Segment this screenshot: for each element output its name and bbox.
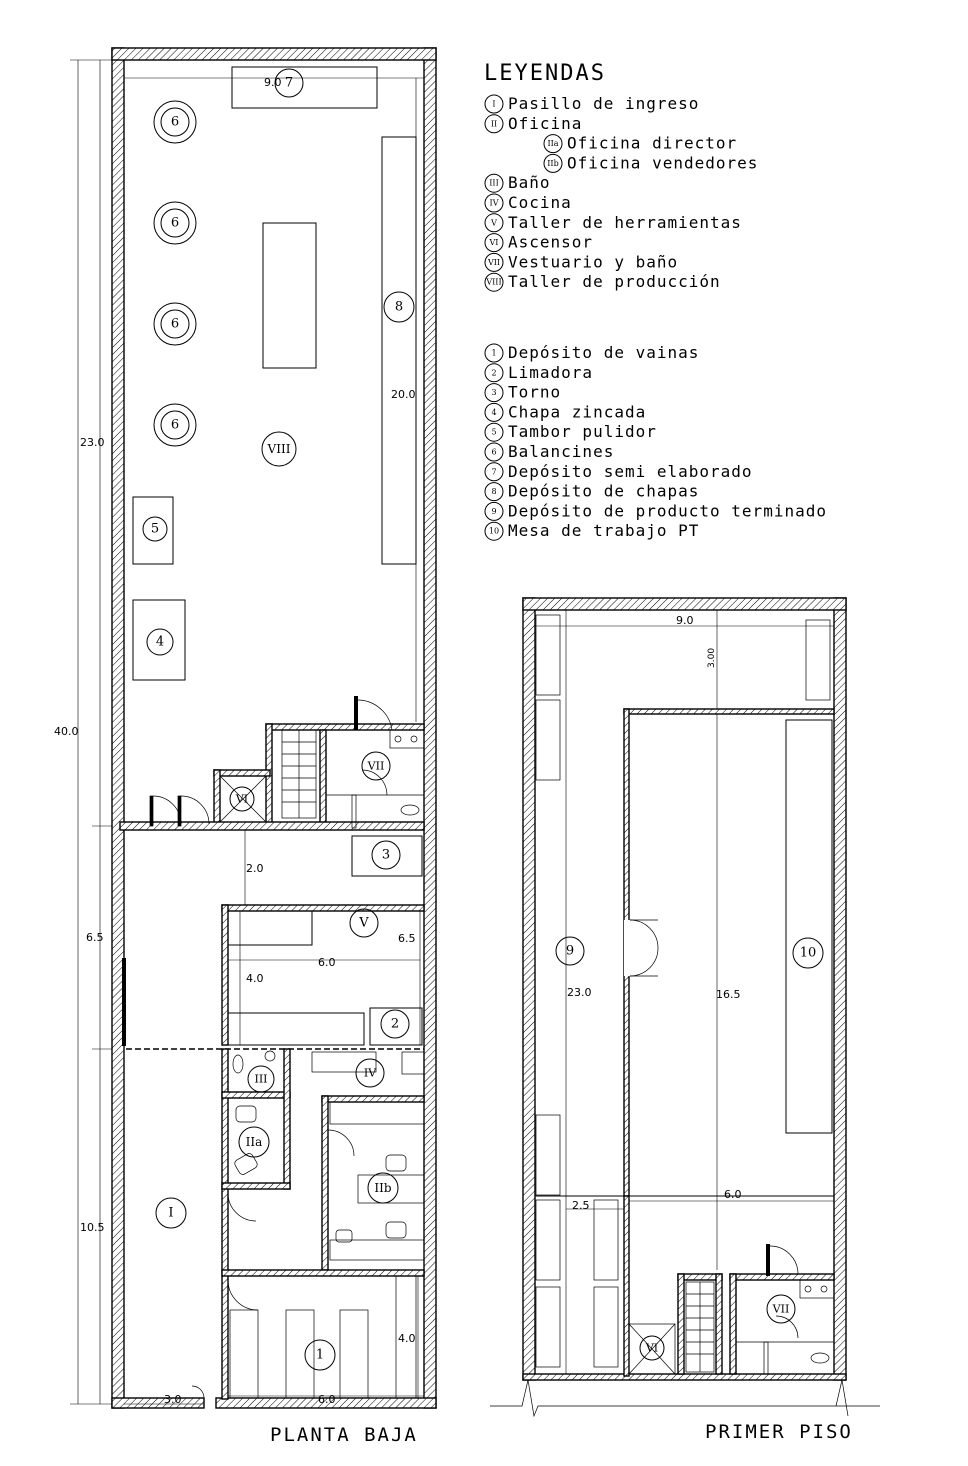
legend-item-8-label: Depósito de producto terminado — [508, 501, 827, 521]
tag-9: 9 — [565, 943, 575, 959]
dim-v-depth: 4.0 — [246, 972, 264, 985]
v-bench-bottom — [228, 1013, 364, 1045]
dim-bottom-room: 6.0 — [318, 1393, 336, 1406]
legend-item-3-symbol-text: 4 — [491, 407, 497, 417]
legend — [484, 61, 827, 540]
office-wall-left — [222, 1049, 228, 1399]
ff-dim-top: 3.00 — [707, 647, 717, 668]
ff-dim-gap: 2.5 — [572, 1199, 590, 1212]
vestuario-door-leaf — [354, 696, 358, 730]
office-wall-iia-right — [284, 1049, 290, 1189]
ff-vest-wall-left — [730, 1274, 736, 1374]
ff-dim-inner-len: 16.5 — [716, 988, 741, 1001]
gf-title: PLANTA BAJA — [270, 1424, 418, 1446]
dim-v-right: 6.5 — [398, 932, 416, 945]
legend-item-1-label: Limadora — [508, 362, 594, 382]
v-wall-left — [222, 905, 228, 1045]
dim-room1-depth: 4.0 — [398, 1332, 416, 1345]
legend-item-4-symbol-text: 5 — [491, 427, 497, 437]
ff-stairs — [686, 1282, 714, 1372]
first-floor-plan — [490, 598, 880, 1443]
legend-item-8-symbol-text: 9 — [491, 506, 497, 516]
legend-room-4-symbol-text: III — [489, 178, 499, 188]
dim-bottom-door: 3.0 — [164, 1393, 182, 1406]
legend-item-6-label: Depósito semi elaborado — [508, 461, 753, 481]
legend-room-2-symbol-text: IIa — [547, 139, 559, 149]
tag-5: 5 — [150, 521, 160, 537]
core-wall-top — [266, 724, 424, 730]
legend-item-3-label: Chapa zincada — [508, 402, 647, 422]
ff-wall-right — [834, 598, 846, 1380]
legend-room-7-label: Ascensor — [508, 232, 594, 252]
legend-title: LEYENDAS — [484, 61, 606, 86]
ff-break-lines — [490, 1380, 880, 1416]
ff-title: PRIMER PISO — [705, 1421, 853, 1443]
tag-10: 10 — [799, 945, 817, 961]
office-wall-iib-top — [322, 1096, 424, 1102]
tag-i: I — [168, 1205, 174, 1221]
legend-item-9-label: Mesa de trabajo PT — [508, 521, 700, 541]
legend-room-7-symbol-text: VI — [489, 238, 499, 248]
tag-iia: IIa — [245, 1135, 263, 1149]
ff-double-door — [624, 920, 658, 976]
gf-wall-right — [424, 48, 436, 1408]
legend-room-3-label: Oficina vendedores — [567, 153, 759, 173]
legend-room-3-symbol-text: IIb — [547, 158, 559, 168]
legend-room-6-label: Taller de herramientas — [508, 212, 742, 232]
v-wall-top — [222, 905, 424, 911]
legend-items-list — [485, 343, 827, 540]
legend-rooms-list — [485, 94, 758, 291]
legend-item-0-symbol-text: 1 — [491, 348, 497, 358]
legend-item-4-label: Tambor pulidor — [508, 422, 657, 442]
tag-2: 2 — [390, 1016, 400, 1032]
legend-room-9-label: Taller de producción — [508, 272, 721, 292]
legend-item-5-symbol-text: 6 — [491, 447, 497, 457]
ff-dim-left-len: 23.0 — [567, 986, 592, 999]
legend-item-7-label: Depósito de chapas — [508, 481, 700, 501]
balancines-group — [154, 101, 196, 446]
deposit-semi-box — [232, 67, 377, 108]
office-wall-bath-bottom — [222, 1092, 290, 1098]
ff-vest-door-leaf — [766, 1244, 770, 1276]
tag-6d: 6 — [170, 417, 180, 433]
legend-item-6-symbol-text: 7 — [491, 467, 497, 477]
tag-1: 1 — [315, 1347, 325, 1363]
dim-mid: 6.5 — [86, 931, 104, 944]
tag-6b: 6 — [170, 215, 180, 231]
legend-room-0-symbol-text: I — [492, 99, 496, 109]
dim-front: 10.5 — [80, 1221, 105, 1234]
office-wall-iib-left — [322, 1096, 328, 1270]
sliding-door — [122, 958, 126, 1046]
deposit-chapas-rack — [382, 137, 416, 564]
ff-core-wall-left — [624, 1196, 629, 1376]
dim-total: 40.0 — [54, 725, 79, 738]
ff-wall-top — [523, 598, 846, 610]
tag-6a: 6 — [170, 114, 180, 130]
legend-room-5-symbol-text: IV — [489, 198, 499, 208]
gf-wall-bottom-left — [112, 1398, 204, 1408]
legend-room-1-symbol-text: II — [490, 119, 498, 129]
office-wall-bottom — [222, 1270, 424, 1276]
tag-iii: III — [254, 1072, 268, 1086]
ff-tag-vi: VI — [645, 1341, 659, 1355]
gf-wall-top — [112, 48, 436, 60]
work-table — [263, 223, 316, 368]
ff-tag-vii: VII — [772, 1302, 790, 1316]
legend-item-0-label: Depósito de vainas — [508, 343, 700, 362]
legend-item-9-symbol-text: 10 — [488, 526, 500, 536]
legend-item-7-symbol-text: 8 — [491, 487, 497, 497]
ff-stair-wall-right — [716, 1274, 722, 1374]
mesa-trabajo-pt — [786, 720, 832, 1133]
ground-floor-plan — [54, 48, 436, 1446]
core-wall-mid — [320, 730, 326, 828]
dim-width-top: 9.0 — [264, 76, 282, 89]
legend-item-1-symbol-text: 2 — [491, 368, 497, 378]
tag-iib: IIb — [374, 1181, 392, 1195]
ff-wall-left — [523, 598, 535, 1380]
tag-8: 8 — [394, 299, 404, 315]
legend-item-5-label: Balancines — [508, 442, 615, 461]
tag-vii: VII — [367, 759, 385, 773]
ff-stair-wall-left — [678, 1274, 684, 1374]
gf-partition-1 — [120, 822, 424, 830]
tag-v: V — [359, 915, 369, 931]
v-bench-top — [228, 911, 312, 945]
legend-room-5-label: Cocina — [508, 193, 572, 212]
dim-v-height: 2.0 — [246, 862, 264, 875]
tag-iv: IV — [363, 1066, 377, 1080]
vainas-racks — [230, 1276, 416, 1398]
ff-dim-inner-width: 6.0 — [724, 1188, 742, 1201]
legend-room-1-label: Oficina — [508, 113, 583, 133]
tag-vi: VI — [235, 792, 249, 806]
ff-dim-width: 9.0 — [676, 614, 694, 627]
legend-room-4-label: Baño — [508, 173, 551, 193]
tag-viii: VIII — [267, 442, 291, 456]
gf-wall-left — [112, 48, 124, 1408]
office-wall-iia-bottom — [222, 1183, 290, 1189]
dim-v-width: 6.0 — [318, 956, 336, 969]
tag-3: 3 — [381, 847, 391, 863]
legend-room-6-symbol-text: V — [491, 218, 497, 228]
legend-room-8-symbol-text: VII — [487, 257, 501, 267]
legend-room-8-label: Vestuario y baño — [508, 252, 679, 272]
tag-7: 7 — [284, 75, 294, 91]
lift-wall-top — [214, 770, 270, 776]
legend-room-0-label: Pasillo de ingreso — [508, 94, 700, 113]
legend-room-2-label: Oficina director — [567, 133, 738, 153]
legend-room-9-symbol-text: VIII — [486, 277, 502, 287]
dim-prod-inner: 20.0 — [391, 388, 416, 401]
ff-vest-wall-top — [730, 1274, 834, 1280]
stairs — [282, 730, 316, 818]
tag-6c: 6 — [170, 316, 180, 332]
legend-item-2-label: Torno — [508, 382, 562, 402]
entrance-door — [192, 1386, 204, 1398]
ff-wall-bottom — [523, 1374, 846, 1380]
ff-inner-wall-top — [624, 709, 834, 714]
lift-wall-left — [214, 770, 220, 828]
tag-4: 4 — [155, 634, 165, 650]
dim-prod: 23.0 — [80, 436, 105, 449]
legend-item-2-symbol-text: 3 — [491, 388, 497, 398]
